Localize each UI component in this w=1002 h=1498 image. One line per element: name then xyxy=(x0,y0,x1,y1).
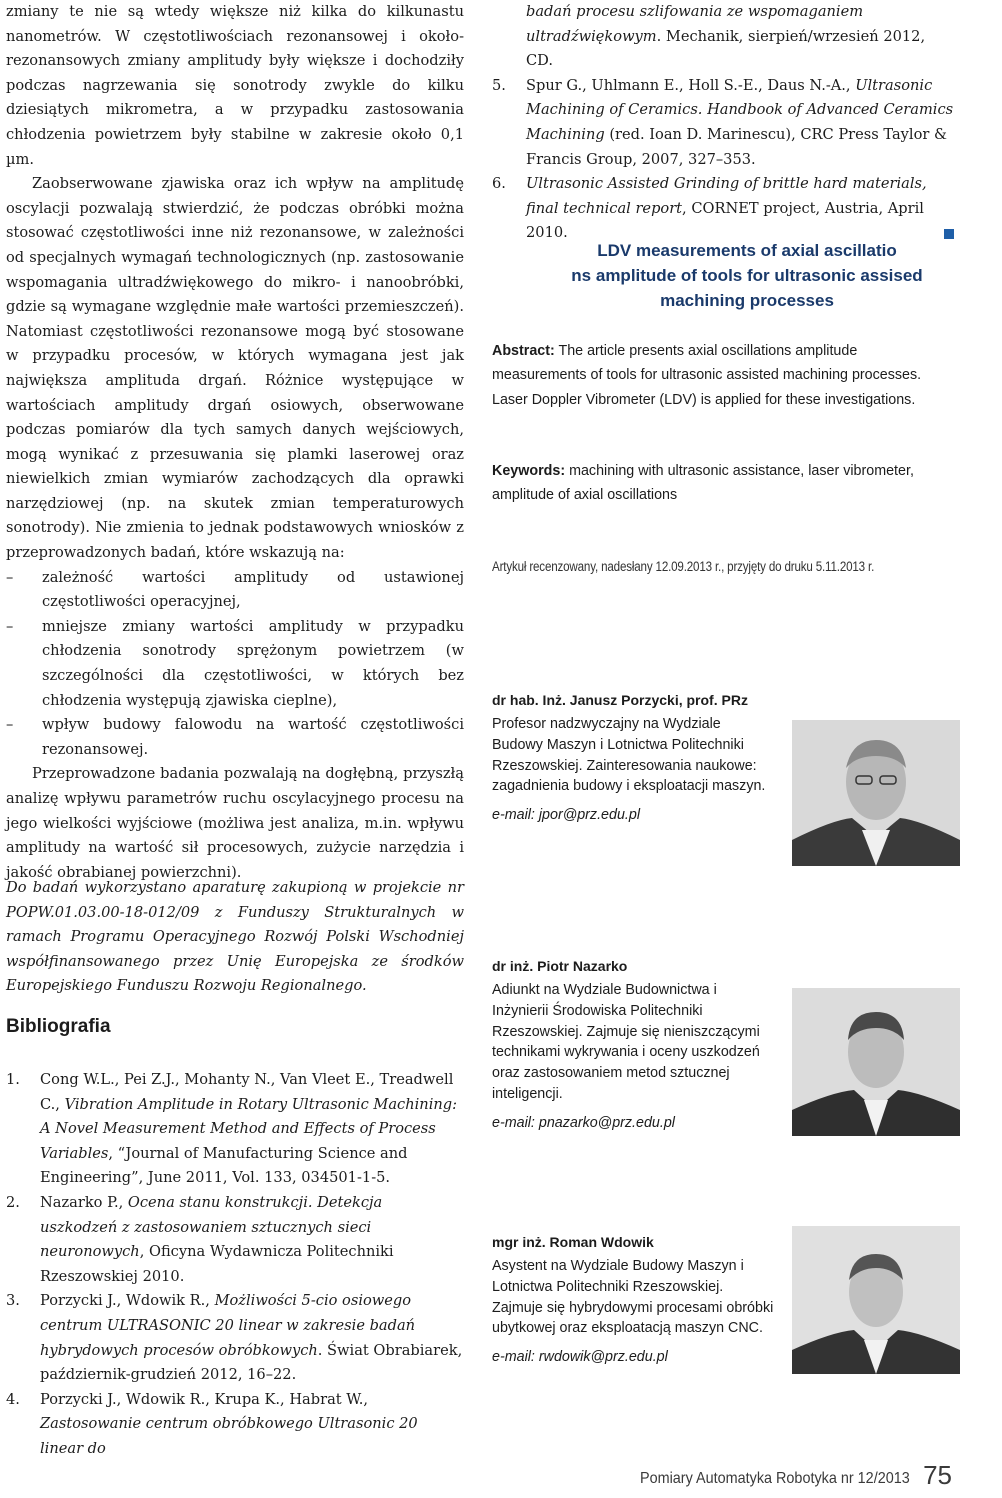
list-item: – mniejsze zmiany wartości amplitudy w przypadku chłodzenia sonotrody sprężonym powietrzem (w szczególności dla częstotliwości, w których bez chłodzenia występują zjawiska cieplne), xyxy=(6,615,464,713)
reference-item: 6. Ultrasonic Assisted Grinding of brittle hard materials, final technical report, CORNET project, Austria, April 2010. xyxy=(492,172,954,246)
abstract-label: Abstract: xyxy=(492,343,555,359)
author-description: Profesor nadzwyczajny na Wydziale Budowy Maszyn i Lotnictwa Politechniki Rzeszowskiej. Zainteresowania naukowe: zagadnienia budowy i eksploatacji maszyn. xyxy=(492,716,766,795)
review-note: Artykuł recenzowany, nadesłany 12.09.2013 r., przyjęty do druku 5.11.2013 r. xyxy=(492,559,875,574)
list-item: – wpływ budowy falowodu na wartość częstotliwości rezonansowej. xyxy=(6,713,464,762)
author-name: dr hab. Inż. Janusz Porzycki, prof. PRz xyxy=(492,692,748,708)
abstract-text: The article presents axial oscillations amplitude measurements of tools for ultrasonic assisted machining processes. Laser Doppler Vibrometer (LDV) is applied for these investigations. xyxy=(492,343,922,408)
page-number: 75 xyxy=(923,1460,952,1490)
author-name: dr inż. Piotr Nazarko xyxy=(492,958,628,974)
keywords xyxy=(492,459,954,508)
portrait-image xyxy=(792,720,960,866)
author-description: Adiunkt na Wydziale Budownictwa i Inżynierii Środowiska Politechniki Rzeszowskiej. Zajmuje się nieniszczącymi technikami wykrywania i oceny uszkodzeń oraz zastosowaniem metod sztucznej inteligencji. xyxy=(492,982,760,1102)
title-line: machining processes xyxy=(660,291,834,310)
reference-4-continued: badań procesu szlifowania ze wspomaganiem ultradźwiękowym. Mechanik, sierpień/wrzesień 2012, CD. xyxy=(526,3,926,70)
author-photo-nazarko xyxy=(792,988,960,1136)
english-title xyxy=(492,238,1002,313)
journal-footer xyxy=(640,1470,910,1488)
list-item: – zależność wartości amplitudy od ustawionej częstotliwości operacyjnej, xyxy=(6,566,464,615)
reference-item: 4. Porzycki J., Wdowik R., Krupa K., Habrat W., Zastosowanie centrum obróbkowego Ultrasonic 20 linear do xyxy=(6,1388,464,1437)
author-email[interactable]: e-mail: rwdowik@prz.edu.pl xyxy=(492,1349,668,1366)
conclusions-list xyxy=(6,566,464,763)
reference-item: 5. Spur G., Uhlmann E., Holl S.-E., Daus N.-A., Ultrasonic Machining of Ceramics. Handbook of Advanced Ceramics Machining (red. Ioan D. Marinescu), CRC Press Taylor & Francis Group, 2007, 327–353. xyxy=(492,74,954,172)
reference-number: 1. xyxy=(6,1071,20,1088)
portrait-image xyxy=(792,1226,960,1374)
reference-number: 3. xyxy=(6,1292,20,1310)
paragraph-3: Przeprowadzone badania pozwalają na dogłębną, przyszłą analizę wpływu parametrów ruchu oscylacyjnego procesu na jego wielkości wyjściowe (możliwa jest analiza, m.in. wpływu amplitudy na wartość sił procesowych, zużycie narzędzia i jakość obrabianej powierzchni). xyxy=(6,765,464,881)
author-photo-porzycki xyxy=(792,720,960,866)
keywords-text: machining with ultrasonic assistance, laser vibrometer, amplitude of axial oscillations xyxy=(492,463,914,504)
reference-item: 2. Nazarko P., Ocena stanu konstrukcji. Detekcja uszkodzeń z zastosowaniem sztucznych sieci neuronowych, Oficyna Wydawnicza Politechniki Rzeszowskiej 2010. xyxy=(6,1191,464,1289)
funding-note: Do badań wykorzystano aparaturę zakupioną w projekcie nr POPW.01.03.00-18-012/09 z Funduszy Strukturalnych w ramach Programu Operacyjnego Rozwój Polski Wschodniej współfinansowanego przez Unię Europejska ze środków Europejskiego Funduszu Rozwoju Regionalnego. xyxy=(6,879,464,995)
reference-number: 4. xyxy=(6,1390,20,1408)
keywords-label: Keywords: xyxy=(492,463,566,479)
title-line: ns amplitude of tools for ultrasonic assised xyxy=(571,266,923,285)
author-description: Asystent na Wydziale Budowy Maszyn i Lotnictwa Politechniki Rzeszowskiej. Zajmuje się hybrydowymi procesami obróbki ubytkowej oraz eksploatacją maszyn CNC. xyxy=(492,1258,774,1337)
bibliography-list-left xyxy=(6,1068,464,1457)
journal-name: Pomiary Automatyka Robotyka xyxy=(640,1470,838,1487)
reference-4-title: Zastosowanie centrum obróbkowego Ultrasonic 20 linear do xyxy=(40,1415,418,1457)
bibliography-list-right xyxy=(492,0,954,246)
author-email[interactable]: e-mail: jpor@prz.edu.pl xyxy=(492,807,641,824)
author-name: mgr inż. Roman Wdowik xyxy=(492,1234,654,1250)
author-email[interactable]: e-mail: pnazarko@prz.edu.pl xyxy=(492,1114,675,1131)
bibliography-heading: Bibliografia xyxy=(6,1016,111,1037)
reference-number: 2. xyxy=(6,1193,20,1211)
reference-number: 5. xyxy=(492,76,506,94)
main-text-column xyxy=(6,0,464,885)
reference-item: 3. Porzycki J., Wdowik R., Możliwości 5-cio osiowego centrum ULTRASONIC 20 linear w zakresie badań hybrydowych procesów obróbkowych. Świat Obrabiarek, październik-grudzień 2012, 16–22. xyxy=(6,1289,464,1387)
abstract xyxy=(492,339,954,412)
portrait-image xyxy=(792,988,960,1136)
paragraph-2: Zaobserwowane zjawiska oraz ich wpływ na amplitudę oscylacji pozwalają stwierdzić, że podczas obróbki można stosować częstotliwości inne niż rezonansowe, w zależności od specjalnych wymagań technologicznych (np. zastosowanie wspomagania ultradźwiękowego do mikro- i nanoobróbki, gdzie są wymagane względnie małe wartości przemieszczeń). Natomiast częstotliwości rezonansowe mogą być stosowane w przypadku procesów, w których wymagana jest jak największa amplituda drgań. Różnice występujące w wartościach amplitudy drgań osiowych, obserwowane podczas pomiarów dla tych samych danych wejściowych, mogą wynikać z przesuwania się plamki laserowej oraz niewielkich zmian wymiarów zachodzących dla oprawki narzędziowej (np. na skutek zmian temperaturowych sonotrody). Nie zmienia to jednak podstawowych wniosków z przeprowadzonych badań, które wskazują na: xyxy=(6,175,464,562)
journal-issue: nr 12/2013 xyxy=(841,1470,910,1487)
author-photo-wdowik xyxy=(792,1226,960,1374)
reference-number: 6. xyxy=(492,175,506,193)
title-line: LDV measurements of axial ascillatio xyxy=(597,241,897,260)
paragraph-1: zmiany te nie są wtedy większe niż kilka do kilkunastu nanometrów. W częstotliwościach rezonansowej i około-rezonansowych zmiany amplitudy były większe i dochodziły podczas nagrzewania się sonotrody zwykle do kilku dziesiątych mikrometra, a w przypadku zastosowania chłodzenia powietrzem były stabilne w zakresie około 0,1 µm. xyxy=(6,3,464,168)
reference-item: 1. Cong W.L., Pei Z.J., Mohanty N., Van Vleet E., Treadwell C., Vibration Amplitude in Rotary Ultrasonic Machining: A Novel Measurement Method and Effects of Process Variables, “Journal of Manufacturing Science and Engineering”, June 2011, Vol. 133, 034501-1-5. xyxy=(6,1068,464,1191)
